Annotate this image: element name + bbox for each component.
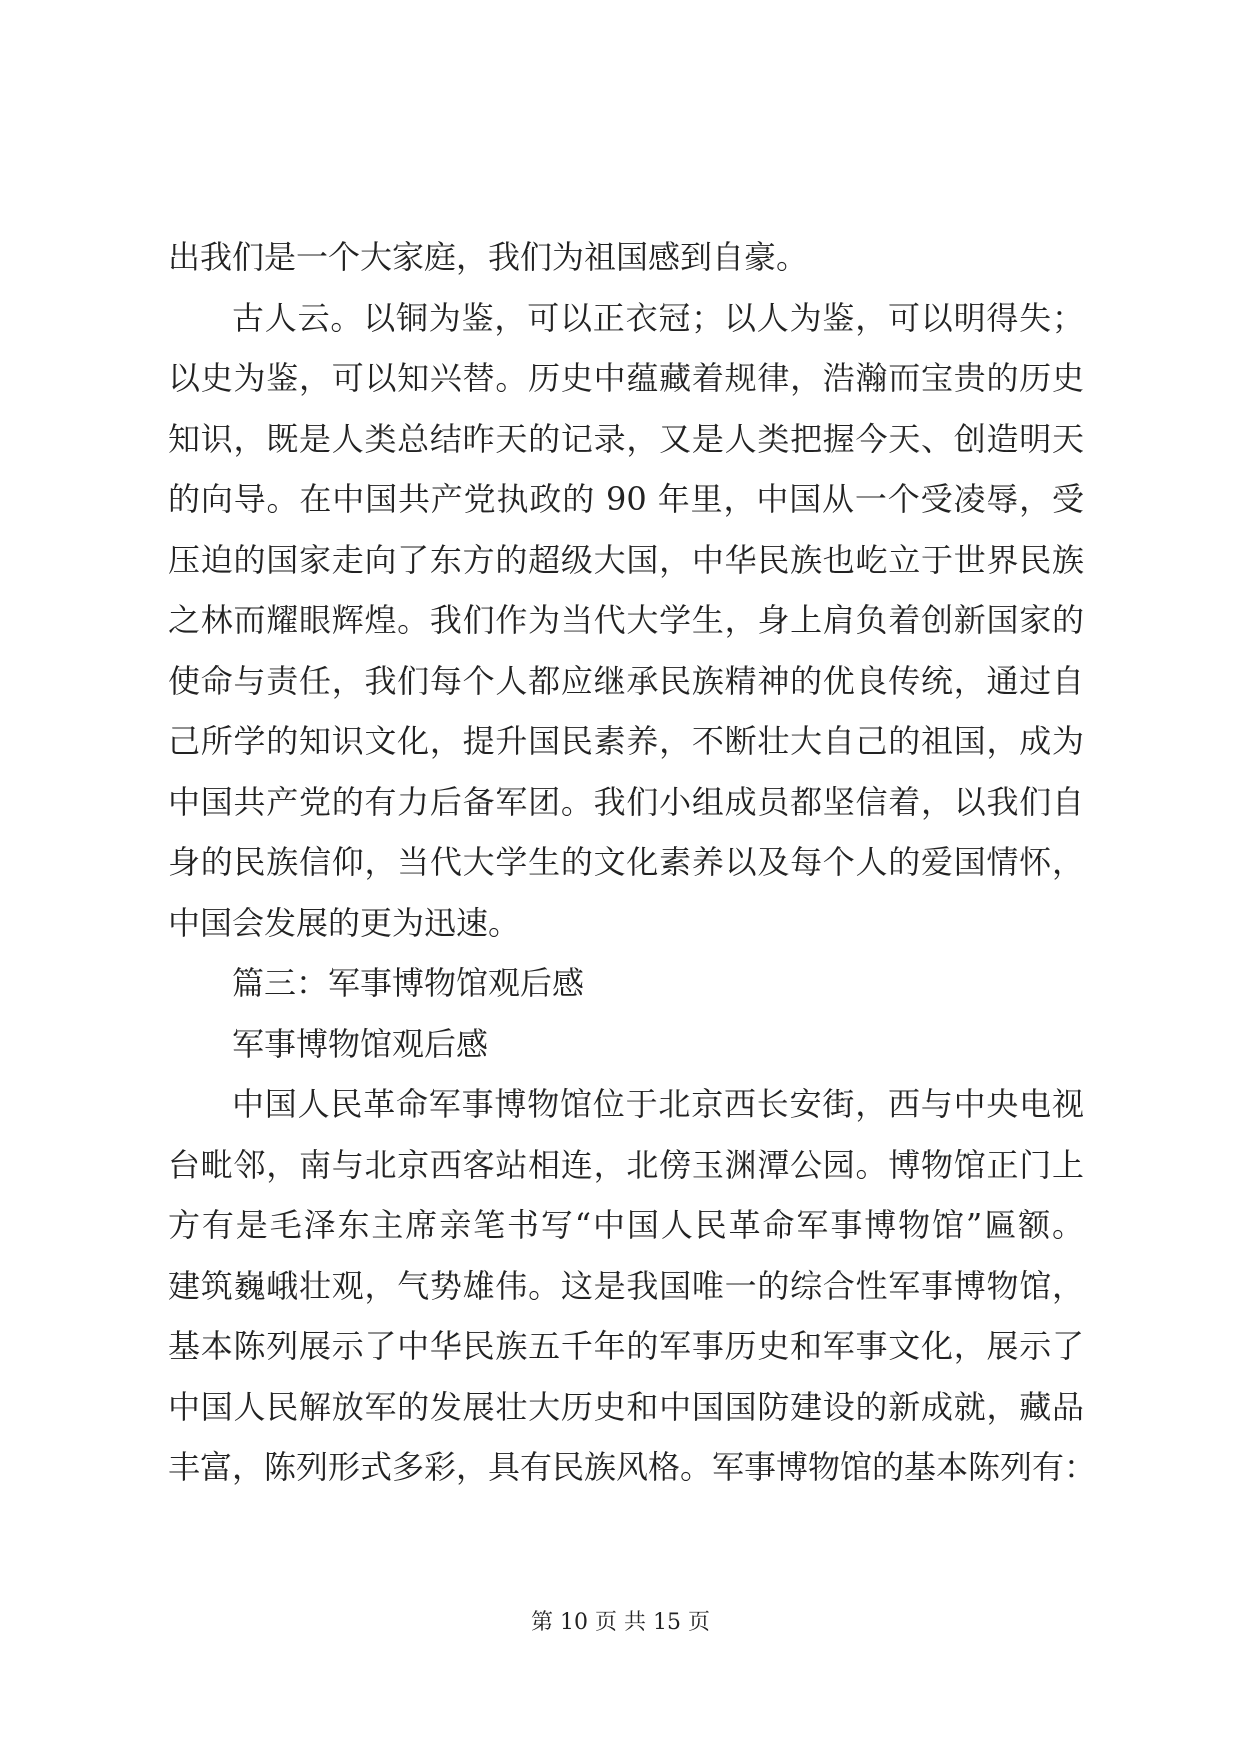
text-line: 身的民族信仰，当代大学生的文化素养以及每个人的爱国情怀，	[168, 843, 1084, 881]
text-line: 中国共产党的有力后备军团。我们小组成员都坚信着，以我们自	[168, 782, 1084, 821]
text-line: 基本陈列展示了中华民族五千年的军事历史和军事文化，展示了	[168, 1327, 1084, 1365]
text-line: 丰富，陈列形式多彩，具有民族风格。军事博物馆的基本陈列有：	[168, 1448, 1097, 1486]
text-line: 台毗邻，南与北京西客站相连，北傍玉渊潭公园。博物馆正门上	[168, 1145, 1084, 1184]
document-body	[168, 227, 1097, 1498]
section-heading: 篇三：军事博物馆观后感	[232, 964, 585, 1002]
text-line: 方有是毛泽东主席亲笔书写“中国人民革命军事博物馆”匾额。	[168, 1206, 1084, 1244]
text-line: 使命与责任，我们每个人都应继承民族精神的优良传统，通过自	[168, 661, 1084, 700]
text-line: 中国会发展的更为迅速。	[168, 903, 521, 942]
text-line: 之林而耀眼辉煌。我们作为当代大学生，身上肩负着创新国家的	[168, 601, 1084, 639]
text-line: 知识，既是人类总结昨天的记录，又是人类把握今天、创造明天	[168, 419, 1084, 458]
text-line: 的向导。在中国共产党执政的 90 年里，中国从一个受凌辱，受	[168, 480, 1084, 518]
paragraph-first-line: 中国人民革命军事博物馆位于北京西长安街，西与中央电视	[232, 1085, 1084, 1123]
paragraph-first-line: 古人云。以铜为鉴，可以正衣冠；以人为鉴，可以明得失；	[232, 298, 1084, 337]
text-line: 以史为鉴，可以知兴替。历史中蕴藏着规律，浩瀚而宝贵的历史	[168, 359, 1084, 397]
text-line: 出我们是一个大家庭，我们为祖国感到自豪。	[168, 238, 809, 276]
page-number-footer: 第 10 页 共 15 页	[531, 1610, 710, 1635]
article-title: 军事博物馆观后感	[232, 1024, 489, 1063]
text-line: 中国人民解放军的发展壮大历史和中国国防建设的新成就，藏品	[168, 1387, 1084, 1426]
text-line: 压迫的国家走向了东方的超级大国，中华民族也屹立于世界民族	[168, 540, 1084, 579]
text-line: 建筑巍峨壮观，气势雄伟。这是我国唯一的综合性军事博物馆，	[168, 1266, 1084, 1305]
text-line: 己所学的知识文化，提升国民素养，不断壮大自己的祖国，成为	[168, 722, 1084, 760]
